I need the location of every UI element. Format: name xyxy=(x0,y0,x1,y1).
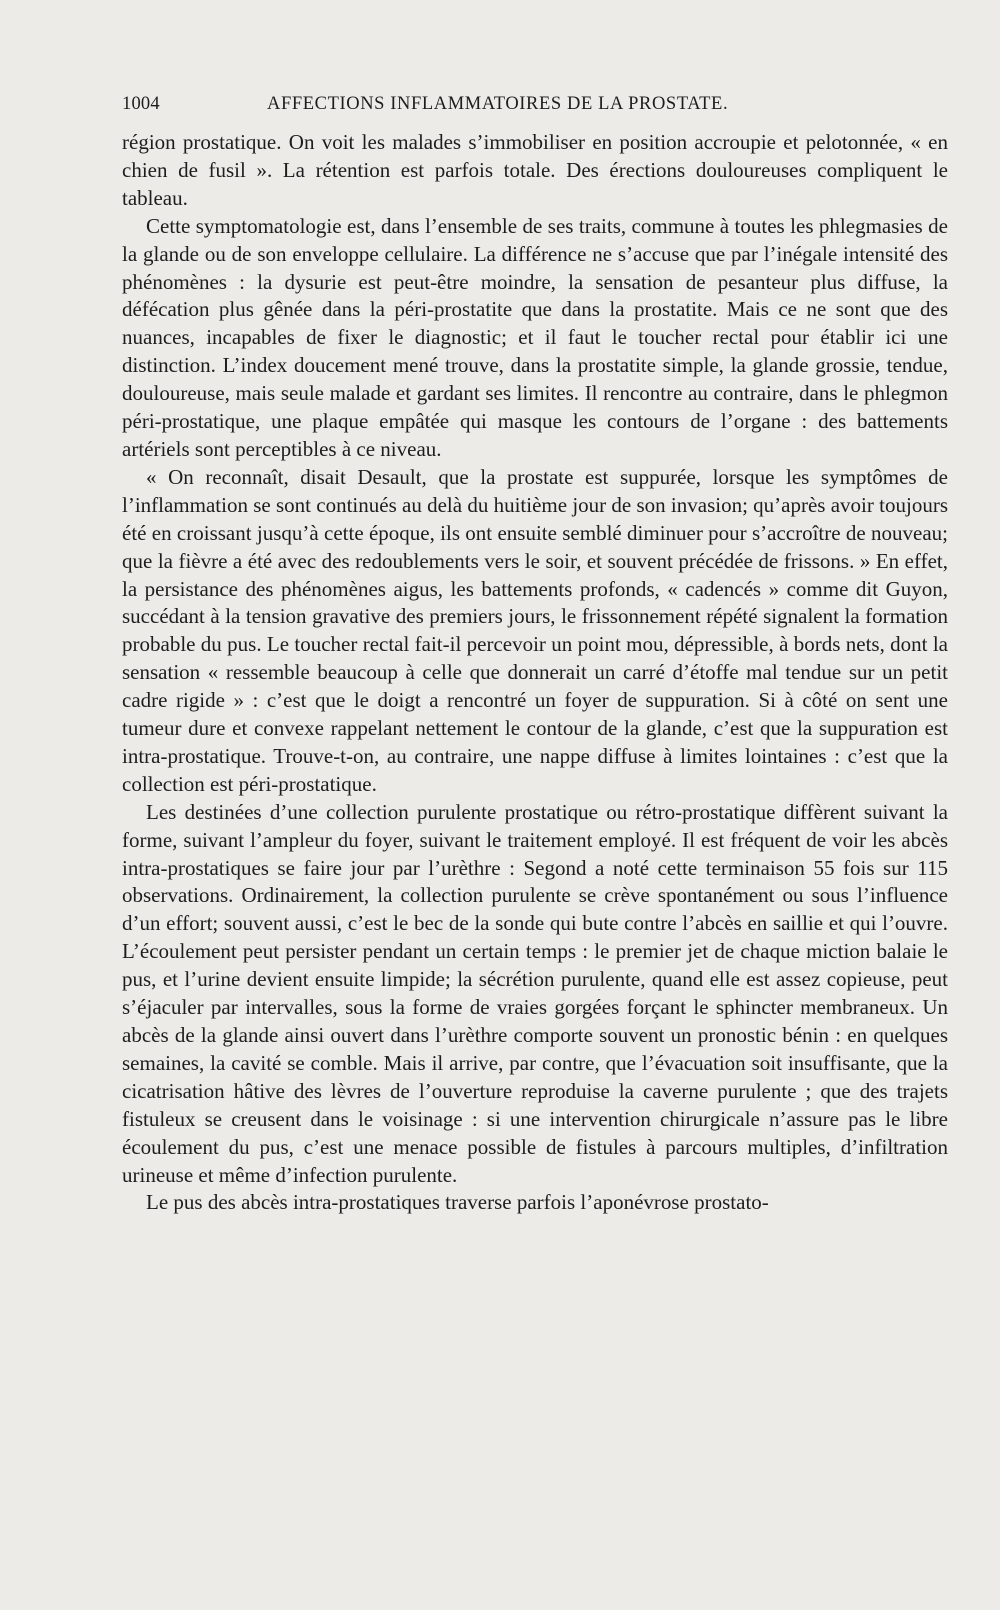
body-text xyxy=(122,129,948,1217)
paragraph-desault-quote: « On reconnaît, disait Desault, que la prostate est suppurée, lorsque les symptômes de l’inflammation se sont continués au delà du huitième jour de son invasion; qu’après avoir toujours été en croissant jusqu’à cette époque, ils ont ensuite semblé diminuer pour s’accroître de nouveau; que la fièvre a été avec des redoublements vers le soir, et souvent précédée de frissons. » En effet, la persistance des phénomènes aigus, les battements profonds, « cadencés » comme dit Guyon, succédant à la tension gravative des premiers jours, le frissonnement répété signalent la formation probable du pus. Le toucher rectal fait-il percevoir un point mou, dépressible, à bords nets, dont la sensation « ressemble beaucoup à celle que donnerait un carré d’étoffe mal tendue sur un petit cadre rigide » : c’est que le doigt a rencontré un foyer de suppuration. Si à côté on sent une tumeur dure et convexe rappelant nettement le contour de la glande, c’est que la suppuration est intra-prostatique. Trouve-t-on, au contraire, une nappe diffuse à limites lointaines : c’est que la collection est péri-prostatique. xyxy=(122,464,948,796)
page-number: 1004 xyxy=(122,94,160,114)
paragraph-pus-aponeurosis: Le pus des abcès intra-prostatiques traverse parfois l’aponévrose prostato- xyxy=(146,1190,769,1215)
paragraph-collection-outcomes: Les destinées d’une collection purulente prostatique ou rétro-prostatique diffèrent suivant la forme, suivant l’ampleur du foyer, suivant le traitement employé. Il est fréquent de voir les abcès intra-prostatiques se faire jour par l’urèthre : Segond a noté cette terminaison 55 fois sur 115 observations. Ordinairement, la collection purulente se crève spontanément ou sous l’influence d’un effort; souvent aussi, c’est le bec de la sonde qui bute contre l’abcès en saillie et qui l’ouvre. L’écoulement peut persister pendant un certain temps : le premier jet de chaque miction balaie le pus, et l’urine devient ensuite limpide; la sécrétion purulente, quand elle est assez copieuse, peut s’éjaculer par intervalles, sous la forme de vraies gorgées forçant le sphincter membraneux. Un abcès de la glande ainsi ouvert dans l’urèthre comporte souvent un pronostic bénin : en quelques semaines, la cavité se comble. Mais il arrive, par contre, que l’évacuation soit insuffisante, que la cicatrisation hâtive des lèvres de l’ouverture reproduise la caverne purulente ; que des trajets fistuleux se creusent dans le voisinage : si une intervention chirurgicale n’assure pas le libre écoulement du pus, c’est une menace possible de fistules à parcours multiples, d’infiltration urineuse et même d’infection purulente. xyxy=(122,799,948,1187)
paragraph-symptomatology: Cette symptomatologie est, dans l’ensemble de ses traits, commune à toutes les phlegmasies de la glande ou de son enveloppe cellulaire. La différence ne s’accuse que par l’inégale intensité des phénomènes : la dysurie est peut-être moindre, la sensation de pesanteur plus diffuse, la défécation plus gênée dans la péri-prostatite que dans la prostatite. Mais ce ne sont que des nuances, incapables de fixer le diagnostic; et il faut le toucher rectal pour établir ici une distinction. L’index doucement mené trouve, dans la prostatite simple, la glande grossie, tendue, douloureuse, mais seule malade et gardant ses limites. Il rencontre au contraire, dans le phlegmon péri-prostatique, une plaque empâtée qui masque les contours de l’organe : des battements artériels sont perceptibles à ce niveau. xyxy=(122,213,948,461)
page-header xyxy=(122,94,950,122)
paragraph-continued: région prostatique. On voit les malades s’immobiliser en position accroupie et pelotonnée, « en chien de fusil ». La rétention est parfois totale. Des érections douloureuses compliquent le tableau. xyxy=(122,130,948,210)
running-title: AFFECTIONS INFLAMMATOIRES DE LA PROSTATE. xyxy=(267,94,729,114)
